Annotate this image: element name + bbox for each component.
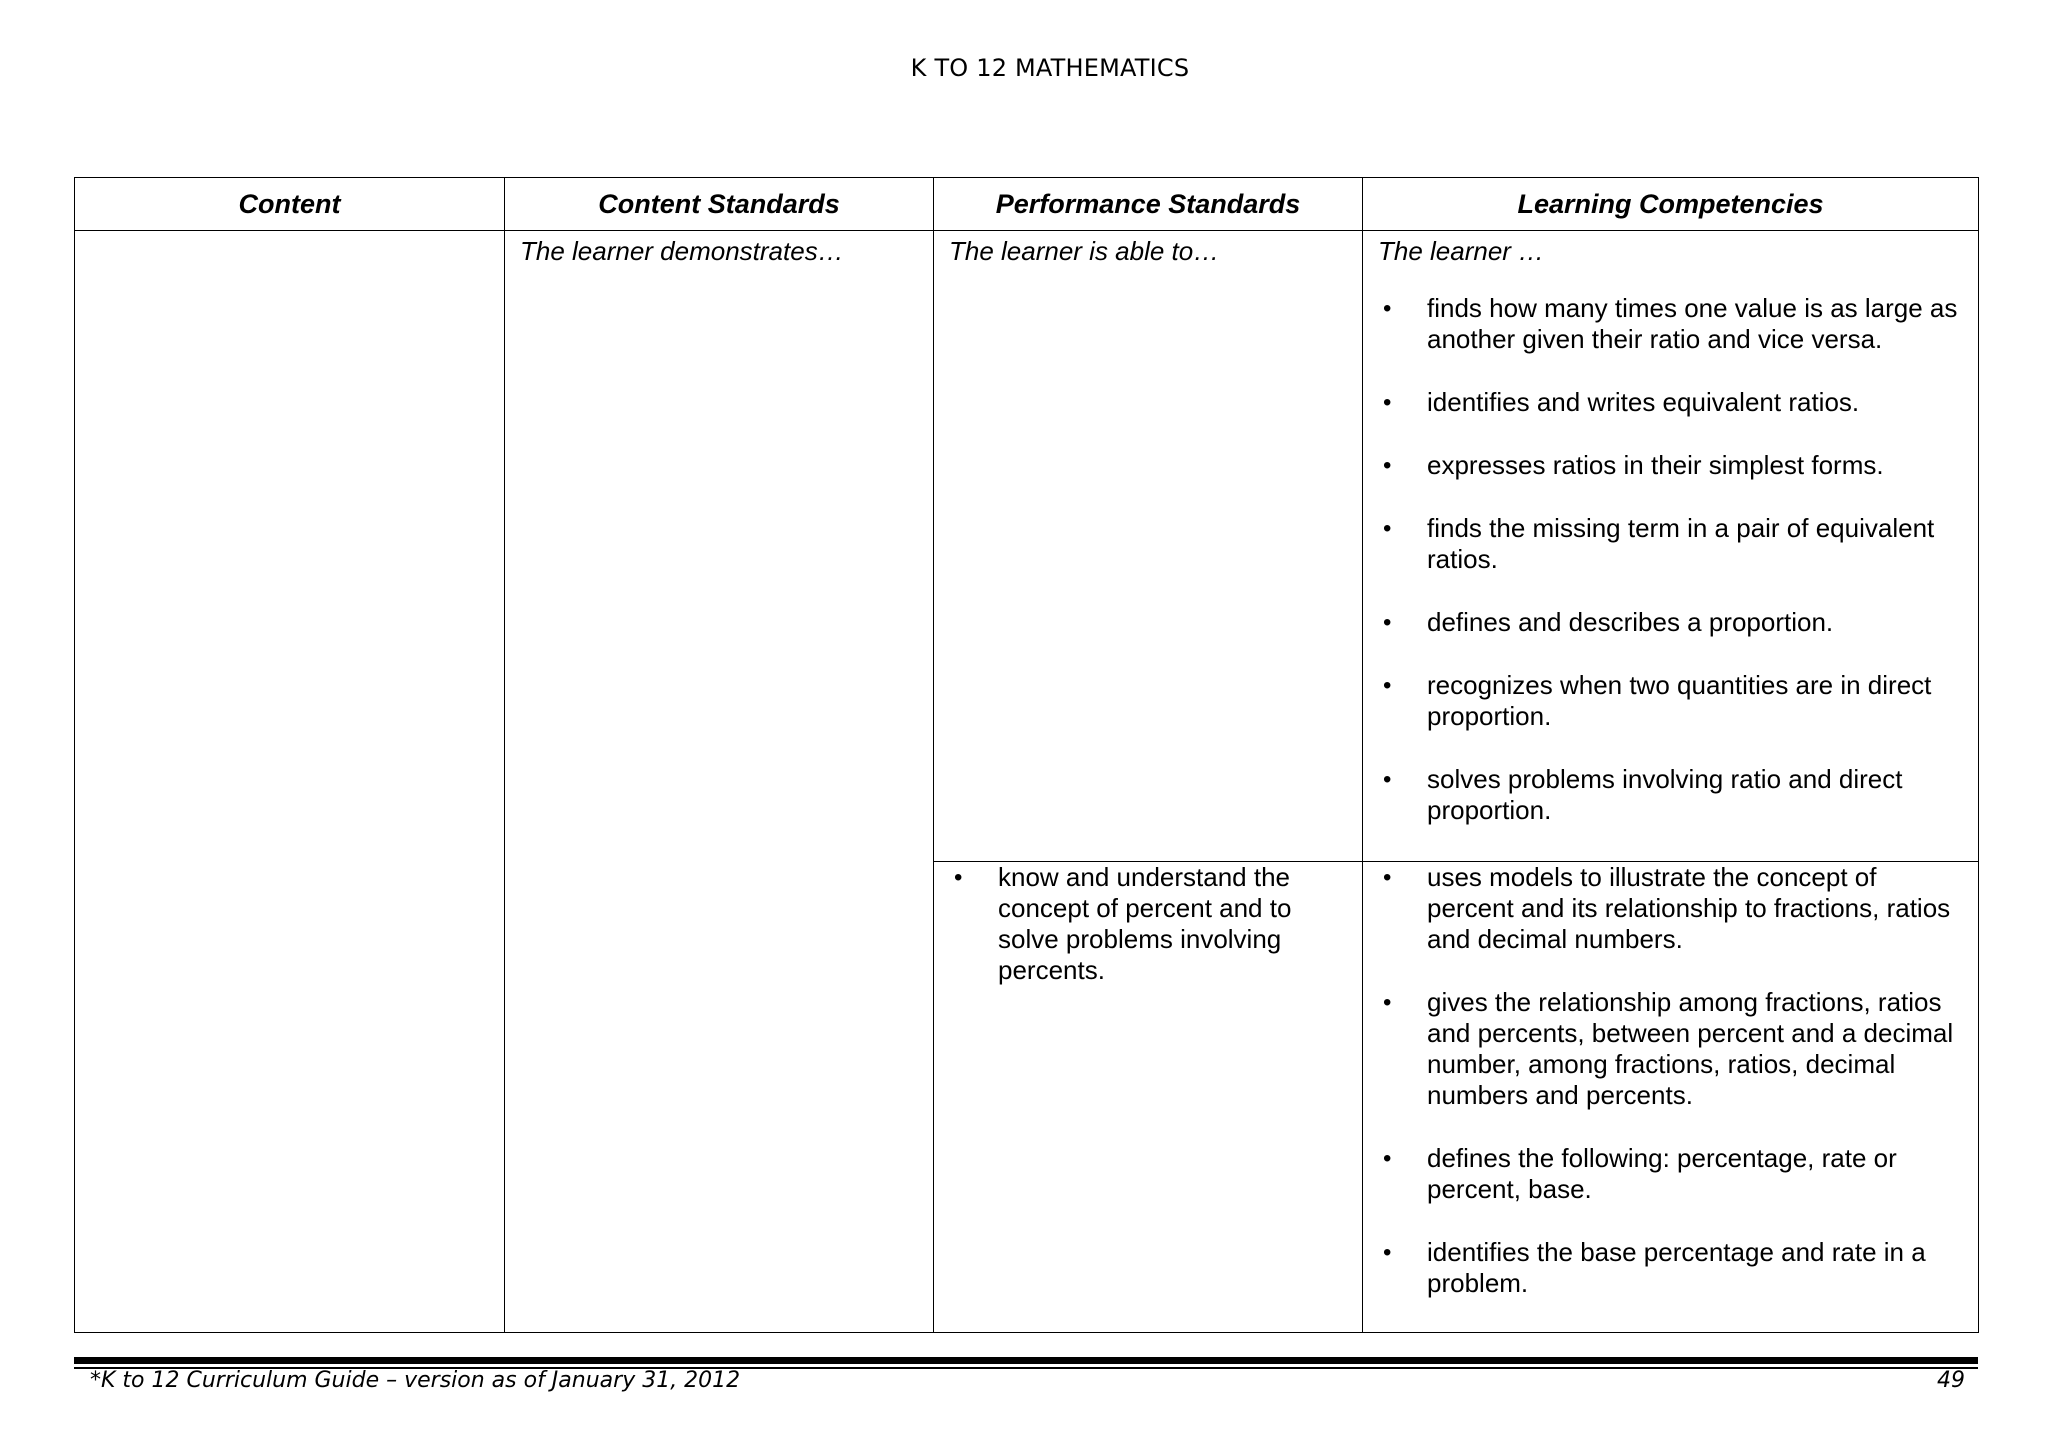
list-item: • gives the relationship among fractions, ratios and percents, between percent and a decimal number, among fractions, ratios, decimal numbers and percents.: [1363, 987, 1968, 1111]
list-item: • defines the following: percentage, rate or percent, base.: [1363, 1143, 1968, 1205]
list-item: • solves problems involving ratio and direct proportion.: [1363, 764, 1968, 826]
list-item: • finds the missing term in a pair of equivalent ratios.: [1363, 513, 1968, 575]
list-item: • uses models to illustrate the concept of percent and its relationship to fractions, ratios and decimal numbers.: [1363, 862, 1968, 955]
learning-competencies-cell: [1363, 862, 1979, 1333]
footer-version-note: *K to 12 Curriculum Guide – version as of January 31, 2012: [90, 1368, 741, 1393]
column-header-content: Content: [75, 178, 505, 231]
footer-divider: [74, 1357, 1978, 1364]
list-item: • recognizes when two quantities are in direct proportion.: [1363, 670, 1968, 732]
table-row: [75, 231, 1979, 862]
competency-list: [1363, 267, 1978, 826]
list-item: • defines and describes a proportion.: [1363, 607, 1968, 638]
column-header-content-standards: Content Standards: [505, 178, 934, 231]
list-item: • identifies the base percentage and rate in a problem.: [1363, 1237, 1968, 1299]
performance-standards-cell: [934, 862, 1363, 1333]
page-title: K TO 12 MATHEMATICS: [910, 54, 1190, 82]
content-standards-cell: [505, 231, 934, 1333]
list-item: • finds how many times one value is as large as another given their ratio and vice versa.: [1363, 293, 1968, 355]
learning-competencies-intro: The learner …: [1378, 236, 1545, 266]
column-header-learning-competencies: Learning Competencies: [1363, 178, 1979, 231]
content-standards-intro: The learner demonstrates…: [520, 236, 844, 266]
column-header-performance-standards: Performance Standards: [934, 178, 1363, 231]
performance-list: [934, 862, 1362, 986]
list-item: • expresses ratios in their simplest forms.: [1363, 450, 1968, 481]
performance-standards-cell: [934, 231, 1363, 862]
list-item: • know and understand the concept of percent and to solve problems involving percents.: [934, 862, 1352, 986]
competency-list: [1363, 862, 1978, 1299]
page-number: 49: [1937, 1368, 1965, 1393]
performance-standards-intro: The learner is able to…: [949, 236, 1220, 266]
learning-competencies-cell: [1363, 231, 1979, 862]
page-header: [0, 54, 2048, 82]
table-header-row: [75, 178, 1979, 231]
list-item: • identifies and writes equivalent ratios.: [1363, 387, 1968, 418]
content-cell: [75, 231, 505, 1333]
curriculum-table: [74, 177, 1979, 1333]
